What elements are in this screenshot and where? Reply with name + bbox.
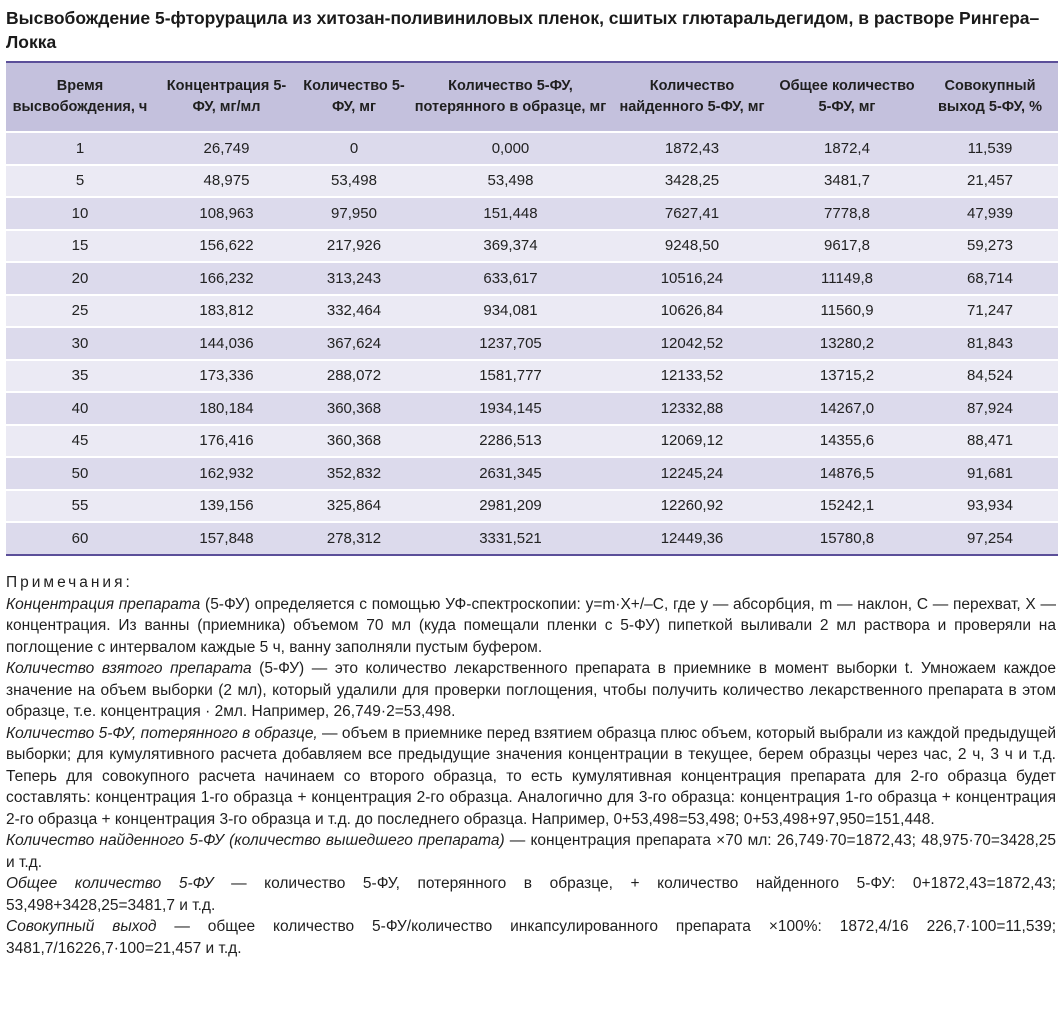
note-text: — общее количество 5-ФУ/количество инкапсулированного препарата ×100%: 1872,4/16 226,7·100=11,539; 3481,7/16226,7·100=21,457 и т.д.	[6, 918, 1056, 957]
note-item	[6, 830, 1056, 873]
table-cell: 53,498	[299, 165, 409, 198]
table-cell: 14267,0	[772, 392, 922, 425]
table-row	[6, 230, 1058, 263]
table-row	[6, 327, 1058, 360]
table-cell: 11149,8	[772, 262, 922, 295]
table-cell: 47,939	[922, 197, 1058, 230]
table-cell: 162,932	[154, 457, 299, 490]
table-cell: 180,184	[154, 392, 299, 425]
table-cell: 9248,50	[612, 230, 772, 263]
table-cell: 10	[6, 197, 154, 230]
table-cell: 48,975	[154, 165, 299, 198]
table-cell: 40	[6, 392, 154, 425]
header-concentration: Концентрация 5-ФУ, мг/мл	[154, 62, 299, 132]
table-cell: 332,464	[299, 295, 409, 328]
table-cell: 151,448	[409, 197, 612, 230]
table-cell: 1872,43	[612, 132, 772, 165]
table-row	[6, 262, 1058, 295]
note-text: (5-ФУ) — это количество лекарственного препарата в приемнике в момент выборки t. Умножаем каждое значение на объем выборки (2 мл), который удалили для проверки поглощения, чтобы получить количество лекарственного препарата в этом образце, т.е. концентрация · 2мл. Например, 26,749·2=53,498.	[6, 660, 1057, 720]
table-cell: 71,247	[922, 295, 1058, 328]
table-cell: 1872,4	[772, 132, 922, 165]
table-cell: 12449,36	[612, 522, 772, 555]
table-cell: 183,812	[154, 295, 299, 328]
table-cell: 12133,52	[612, 360, 772, 393]
table-row	[6, 457, 1058, 490]
table-cell: 59,273	[922, 230, 1058, 263]
header-row	[6, 62, 1058, 132]
table-row	[6, 425, 1058, 458]
table-cell: 176,416	[154, 425, 299, 458]
table-cell: 352,832	[299, 457, 409, 490]
table-cell: 173,336	[154, 360, 299, 393]
table-row	[6, 132, 1058, 165]
table-cell: 2631,345	[409, 457, 612, 490]
table-cell: 15242,1	[772, 490, 922, 523]
table-cell: 20	[6, 262, 154, 295]
table-cell: 7627,41	[612, 197, 772, 230]
table-cell: 217,926	[299, 230, 409, 263]
table-cell: 313,243	[299, 262, 409, 295]
header-cumulative-yield: Совокупный выход 5-ФУ, %	[922, 62, 1058, 132]
table-cell: 166,232	[154, 262, 299, 295]
table-cell: 97,950	[299, 197, 409, 230]
table-cell: 1	[6, 132, 154, 165]
table-cell: 288,072	[299, 360, 409, 393]
header-total-amount: Общее количество 5-ФУ, мг	[772, 62, 922, 132]
table-cell: 93,934	[922, 490, 1058, 523]
table-cell: 1934,145	[409, 392, 612, 425]
table-row	[6, 165, 1058, 198]
table-row	[6, 490, 1058, 523]
table-row	[6, 360, 1058, 393]
table-cell: 12042,52	[612, 327, 772, 360]
table-cell: 3428,25	[612, 165, 772, 198]
table-cell: 15780,8	[772, 522, 922, 555]
note-text: — объем в приемнике перед взятием образца плюс объем, который выбрали из каждой предыдущей выборки; для кумулятивного расчета добавляем все предыдущие значения концентрации в текущее, берем образцы через час, 2 ч, 3 ч и т.д. Теперь для совокупного расчета начинаем со второго образца, то есть кумулятивная концентрация препарата для 2-го образца будет составлять: концентрация 1-го образца + концентрация 2-го образца. Аналогично для 3-го образца: концентрация 1-го образца + концентрация 2-го образца + концентрация 3-го образца и т.д. до последнего образца. Например, 0+53,498=53,498; 0+53,498+97,950=151,448.	[6, 724, 1056, 828]
release-table	[6, 61, 1058, 556]
table-cell: 21,457	[922, 165, 1058, 198]
table-cell: 14876,5	[772, 457, 922, 490]
note-term: Совокупный выход	[6, 918, 157, 935]
table-cell: 12260,92	[612, 490, 772, 523]
note-item	[6, 873, 1056, 916]
note-text: (5-ФУ) определяется с помощью УФ-спектроскопии: y=m·X+/–C, где y — абсорбция, m — наклон, C — перехват, X — концентрация. Из ванны (приемника) объемом 70 мл (куда помещали пленки с 5-ФУ) пипеткой выливали 2 мл раствора и проверяли на поглощение с интервалом каждые 5 ч, ванну заполняли пустым буфером.	[6, 595, 1056, 656]
note-term: Общее количество 5-ФУ	[6, 875, 214, 892]
table-cell: 15	[6, 230, 154, 263]
note-item	[6, 594, 1056, 659]
table-cell: 0	[299, 132, 409, 165]
table-row	[6, 295, 1058, 328]
table-cell: 60	[6, 522, 154, 555]
note-text: — концентрация препарата ×70 мл: 26,749·70=1872,43; 48,975·70=3428,25 и т.д.	[6, 832, 1056, 871]
table-cell: 108,963	[154, 197, 299, 230]
table-cell: 12332,88	[612, 392, 772, 425]
notes-section	[6, 572, 1056, 959]
table-cell: 26,749	[154, 132, 299, 165]
table-cell: 10516,24	[612, 262, 772, 295]
table-cell: 11,539	[922, 132, 1058, 165]
note-term: Количество взятого препарата	[6, 660, 252, 677]
table-cell: 11560,9	[772, 295, 922, 328]
table-cell: 360,368	[299, 425, 409, 458]
table-cell: 3331,521	[409, 522, 612, 555]
table-cell: 14355,6	[772, 425, 922, 458]
table-row	[6, 392, 1058, 425]
note-item	[6, 723, 1056, 831]
table-cell: 30	[6, 327, 154, 360]
header-time: Время высвобождения, ч	[6, 62, 154, 132]
note-item	[6, 916, 1056, 959]
table-row	[6, 197, 1058, 230]
table-cell: 88,471	[922, 425, 1058, 458]
table-cell: 35	[6, 360, 154, 393]
table-cell: 156,622	[154, 230, 299, 263]
note-term: Количество 5-ФУ, потерянного в образце,	[6, 724, 318, 742]
table-cell: 10626,84	[612, 295, 772, 328]
notes-heading: Примечания:	[6, 574, 133, 591]
header-amount: Количество 5-ФУ, мг	[299, 62, 409, 132]
table-cell: 1237,705	[409, 327, 612, 360]
table-cell: 1581,777	[409, 360, 612, 393]
table-cell: 68,714	[922, 262, 1058, 295]
table-cell: 278,312	[299, 522, 409, 555]
table-cell: 325,864	[299, 490, 409, 523]
table-cell: 13280,2	[772, 327, 922, 360]
note-term: Концентрация препарата	[6, 595, 201, 613]
table-cell: 91,681	[922, 457, 1058, 490]
table-cell: 7778,8	[772, 197, 922, 230]
table-cell: 12069,12	[612, 425, 772, 458]
table-cell: 5	[6, 165, 154, 198]
table-cell: 157,848	[154, 522, 299, 555]
table-cell: 3481,7	[772, 165, 922, 198]
table-cell: 369,374	[409, 230, 612, 263]
table-cell: 13715,2	[772, 360, 922, 393]
table-row	[6, 522, 1058, 555]
table-cell: 97,254	[922, 522, 1058, 555]
table-cell: 9617,8	[772, 230, 922, 263]
table-cell: 360,368	[299, 392, 409, 425]
header-lost-amount: Количество 5-ФУ, потерянного в образце, мг	[409, 62, 612, 132]
table-cell: 367,624	[299, 327, 409, 360]
header-found-amount: Количество найденного 5-ФУ, мг	[612, 62, 772, 132]
table-cell: 633,617	[409, 262, 612, 295]
table-cell: 45	[6, 425, 154, 458]
note-term: Количество найденного 5-ФУ (количество вышедшего препарата)	[6, 832, 505, 849]
table-cell: 53,498	[409, 165, 612, 198]
table-cell: 81,843	[922, 327, 1058, 360]
table-cell: 139,156	[154, 490, 299, 523]
note-text: — количество 5-ФУ, потерянного в образце, + количество найденного 5-ФУ: 0+1872,43=1872,43; 53,498+3428,25=3481,7 и т.д.	[6, 875, 1056, 914]
table-cell: 55	[6, 490, 154, 523]
table-cell: 12245,24	[612, 457, 772, 490]
note-item	[6, 658, 1056, 723]
table-cell: 144,036	[154, 327, 299, 360]
table-cell: 84,524	[922, 360, 1058, 393]
table-cell: 25	[6, 295, 154, 328]
table-cell: 87,924	[922, 392, 1058, 425]
table-cell: 2286,513	[409, 425, 612, 458]
table-cell: 2981,209	[409, 490, 612, 523]
table-cell: 0,000	[409, 132, 612, 165]
table-title: Высвобождение 5-фторурацила из хитозан-поливиниловых пленок, сшитых глютаральдегидом, в растворе Рингера–Локка	[6, 8, 1040, 52]
table-cell: 50	[6, 457, 154, 490]
table-cell: 934,081	[409, 295, 612, 328]
